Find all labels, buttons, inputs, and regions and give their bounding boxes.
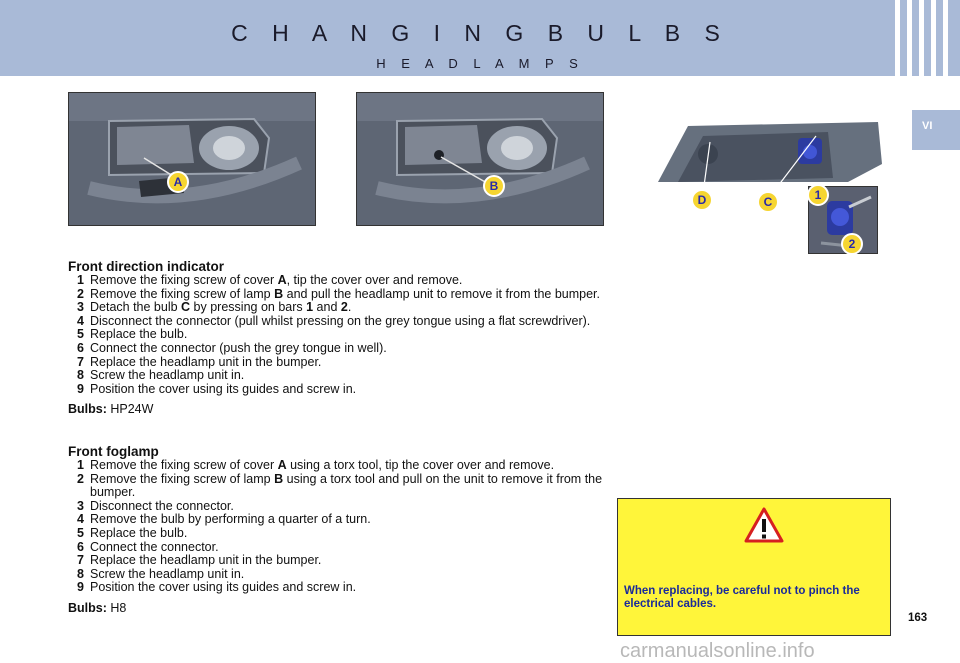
headlamp-photo-a [69, 93, 316, 226]
section-heading: Front foglamp [68, 444, 159, 459]
step-number: 2 [77, 471, 84, 486]
step-number: 5 [77, 327, 84, 342]
watermark: carmanualsonline.info [620, 640, 815, 662]
step-text: Remove the bulb by performing a quarter of a turn. [90, 512, 371, 527]
step-item [68, 581, 628, 595]
step-item [68, 459, 628, 473]
warning-text: When replacing, be careful not to pinch the electrical cables. [624, 585, 860, 610]
step-text: Connect the connector (push the grey tongue in well). [90, 340, 387, 355]
step-item [68, 513, 628, 527]
step-item [68, 473, 628, 500]
step-number: 8 [77, 566, 84, 581]
bulbs-label: Bulbs: [68, 402, 107, 417]
page-header [0, 0, 960, 76]
label-c-marker: C [757, 191, 779, 213]
step-text: Screw the headlamp unit in. [90, 566, 245, 581]
label-2-marker: 2 [841, 233, 863, 255]
bulbs-value: HP24W [106, 402, 154, 417]
photo-lamp-b [356, 92, 604, 226]
step-number: 7 [77, 354, 84, 369]
step-number: 4 [77, 512, 84, 527]
step-number: 8 [77, 368, 84, 383]
warning-triangle-icon [744, 507, 784, 543]
step-number: 1 [77, 273, 84, 287]
chapter-tab[interactable]: VI [912, 110, 960, 150]
step-item [68, 288, 768, 302]
step-text: Replace the bulb. [90, 525, 188, 540]
label-1-marker: 1 [807, 184, 829, 206]
step-text: Screw the headlamp unit in. [90, 368, 245, 383]
label-d-marker: D [691, 189, 713, 211]
photo-headlamp-rear [648, 112, 884, 186]
step-text: Position the cover using its guides and screw in. [90, 381, 357, 396]
step-item [68, 568, 628, 582]
step-number: 2 [77, 286, 84, 301]
step-text: Replace the bulb. [90, 327, 188, 342]
step-number: 3 [77, 498, 84, 513]
label-a-marker: A [167, 171, 189, 193]
step-item [68, 328, 768, 342]
step-text: Disconnect the connector. [90, 498, 234, 513]
page-subtitle: H E A D L A M P S [376, 56, 584, 71]
label-b-marker: B [483, 175, 505, 197]
bulbs-spec [68, 402, 768, 417]
step-text: Remove the fixing screw of lamp B using a torx tool and pull on the unit to remove it from the bumper. [90, 471, 603, 500]
photo-cover-a [68, 92, 316, 226]
page-number: 163 [908, 612, 928, 624]
step-item [68, 274, 768, 288]
step-text: Position the cover using its guides and screw in. [90, 580, 357, 595]
bulbs-value: H8 [106, 600, 127, 615]
step-number: 6 [77, 340, 84, 355]
step-number: 6 [77, 539, 84, 554]
bulbs-label: Bulbs: [68, 600, 107, 615]
headlamp-photo-b [357, 93, 604, 226]
step-number: 4 [77, 313, 84, 328]
step-text: Detach the bulb C by pressing on bars 1 and 2. [90, 300, 352, 315]
step-item [68, 315, 768, 329]
step-number: 9 [77, 381, 84, 396]
step-item [68, 527, 628, 541]
step-item [68, 554, 628, 568]
step-text: Disconnect the connector (pull whilst pressing on the grey tongue using a flat screwdriver). [90, 313, 591, 328]
step-item [68, 342, 768, 356]
step-item [68, 383, 768, 397]
step-text: Replace the headlamp unit in the bumper. [90, 354, 322, 369]
step-item [68, 301, 768, 315]
step-number: 1 [77, 458, 84, 472]
step-text: Remove the fixing screw of lamp B and pull the headlamp unit to remove it from the bumper. [90, 286, 600, 301]
step-text: Replace the headlamp unit in the bumper. [90, 553, 322, 568]
step-number: 7 [77, 553, 84, 568]
step-item [68, 541, 628, 555]
headlamp-rear-photo [648, 112, 884, 186]
step-item [68, 356, 768, 370]
step-item [68, 500, 628, 514]
step-number: 9 [77, 580, 84, 595]
step-item [68, 369, 768, 383]
step-text: Remove the fixing screw of cover A using a torx tool, tip the cover over and remove. [90, 458, 555, 472]
step-text: Remove the fixing screw of cover A, tip the cover over and remove. [90, 273, 463, 287]
step-number: 3 [77, 300, 84, 315]
section-front-direction-indicator [68, 259, 768, 417]
steps-list [68, 274, 768, 396]
step-number: 5 [77, 525, 84, 540]
section-heading: Front direction indicator [68, 259, 225, 274]
page-title: C H A N G I N G B U L B S [231, 20, 729, 46]
step-text: Connect the connector. [90, 539, 219, 554]
warning-box [617, 498, 891, 636]
